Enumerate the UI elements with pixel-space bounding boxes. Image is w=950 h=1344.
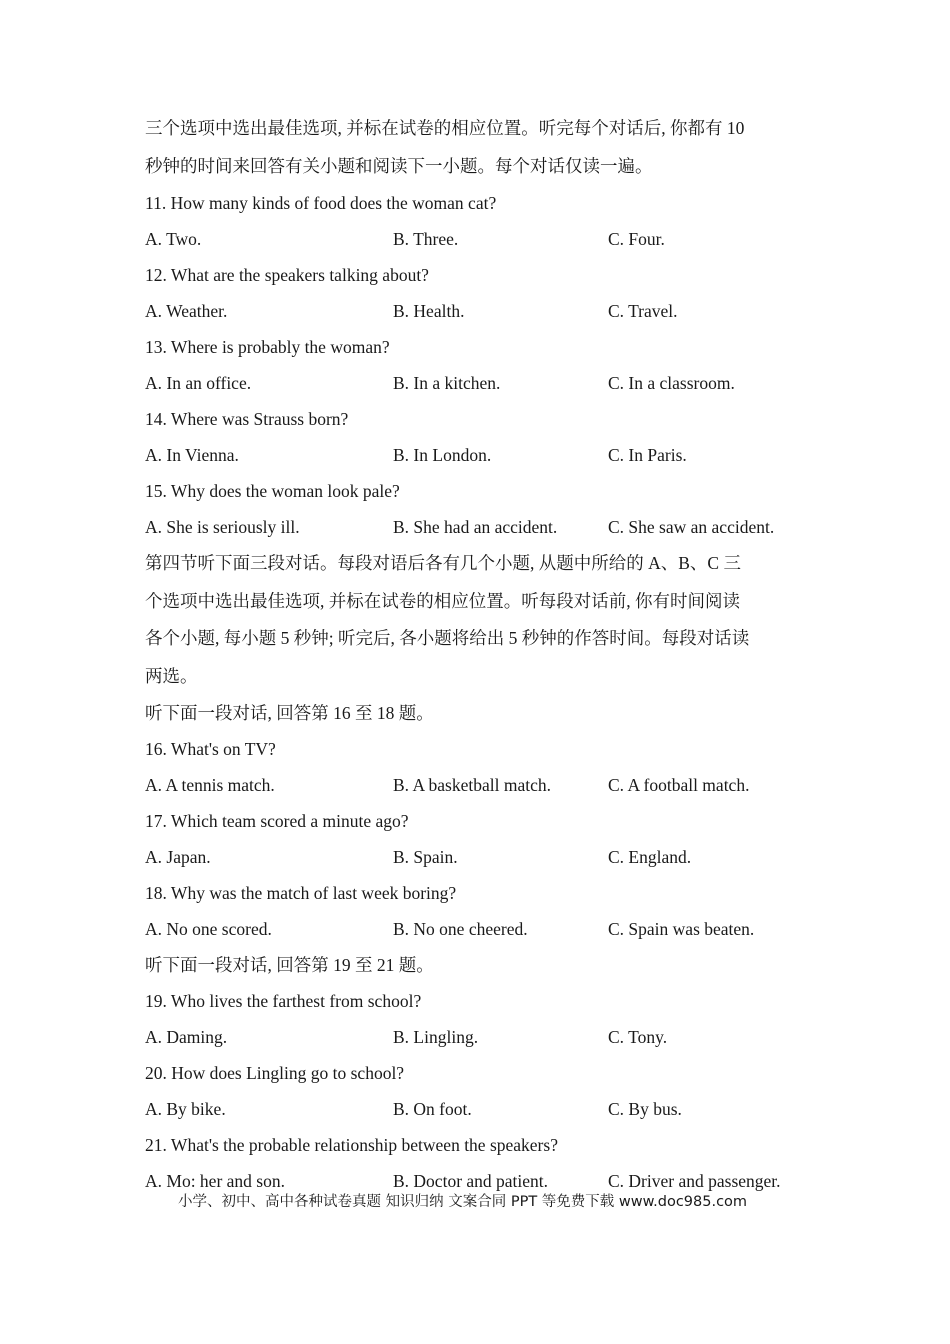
options-13 [145,365,810,401]
option-a: A. She is seriously ill. [145,517,300,537]
question-15: 15. Why does the woman look pale? [145,481,400,501]
options-16 [145,767,810,803]
intro-line-2: 秒钟的时间来回答有关小题和阅读下一小题。每个对话仅读一遍。 [145,155,653,176]
options-20 [145,1091,810,1127]
option-b: B. Three. [393,229,459,249]
option-c: C. In a classroom. [608,373,735,393]
intro-line-1: 三个选项中选出最佳选项, 并标在试卷的相应位置。听完每个对话后, 你都有 10 [145,118,745,138]
group1-heading: 听下面一段对话, 回答第 16 至 18 题。 [145,703,434,723]
options-15 [145,509,810,545]
option-a: A. Two. [145,229,202,249]
question-19: 19. Who lives the farthest from school? [145,991,422,1011]
options-12 [145,293,810,329]
question-21: 21. What's the probable relationship between the speakers? [145,1135,558,1155]
options-19 [145,1019,810,1055]
option-a: A. In Vienna. [145,445,239,465]
option-b: B. A basketball match. [393,775,551,795]
option-b: B. Health. [393,301,465,321]
exam-page [145,110,810,1199]
question-17: 17. Which team scored a minute ago? [145,811,409,831]
option-c: C. Travel. [608,301,678,321]
option-b: B. Doctor and patient. [393,1171,549,1191]
option-a: A. In an office. [145,373,252,393]
question-14: 14. Where was Strauss born? [145,409,349,429]
question-13: 13. Where is probably the woman? [145,337,390,357]
question-12: 12. What are the speakers talking about? [145,265,429,285]
option-c: C. Driver and passenger. [608,1171,781,1191]
option-b: B. Lingling. [393,1027,479,1047]
section4-line-3: 各个小题, 每小题 5 秒钟; 听完后, 各小题将给出 5 秒钟的作答时间。每段对话读 [145,628,750,648]
option-a: A. By bike. [145,1099,226,1119]
question-16: 16. What's on TV? [145,739,276,759]
option-a: A. No one scored. [145,919,272,939]
option-c: C. Tony. [608,1027,668,1047]
group2-heading: 听下面一段对话, 回答第 19 至 21 题。 [145,955,434,975]
question-20: 20. How does Lingling go to school? [145,1063,405,1083]
option-a: A. Japan. [145,847,211,867]
option-b: B. On foot. [393,1099,472,1119]
option-b: B. In London. [393,445,492,465]
option-a: A. A tennis match. [145,775,275,795]
option-c: C. Spain was beaten. [608,919,755,939]
option-a: A. Mo: her and son. [145,1171,285,1191]
option-c: C. A football match. [608,775,750,795]
option-c: C. Four. [608,229,665,249]
option-c: C. In Paris. [608,445,687,465]
option-c: C. England. [608,847,692,867]
option-b: B. Spain. [393,847,458,867]
section4-line-1: 第四节听下面三段对话。每段对语后各有几个小题, 从题中所给的 A、B、C 三 [145,553,741,573]
section4-line-4: 两选。 [145,665,198,686]
option-b: B. In a kitchen. [393,373,501,393]
section4-line-2: 个选项中选出最佳选项, 并标在试卷的相应位置。听每段对话前, 你有时间阅读 [145,590,740,611]
option-a: A. Weather. [145,301,228,321]
option-a: A. Daming. [145,1027,228,1047]
options-14 [145,437,810,473]
option-b: B. She had an accident. [393,517,558,537]
question-11: 11. How many kinds of food does the woman cat? [145,193,497,213]
options-11 [145,221,810,257]
option-b: B. No one cheered. [393,919,528,939]
options-18 [145,911,810,947]
options-17 [145,839,810,875]
option-c: C. She saw an accident. [608,517,775,537]
question-18: 18. Why was the match of last week boring? [145,883,457,903]
option-c: C. By bus. [608,1099,682,1119]
page-footer: 小学、初中、高中各种试卷真题 知识归纳 文案合同 PPT 等免费下载 www.doc985.com [178,1194,748,1210]
